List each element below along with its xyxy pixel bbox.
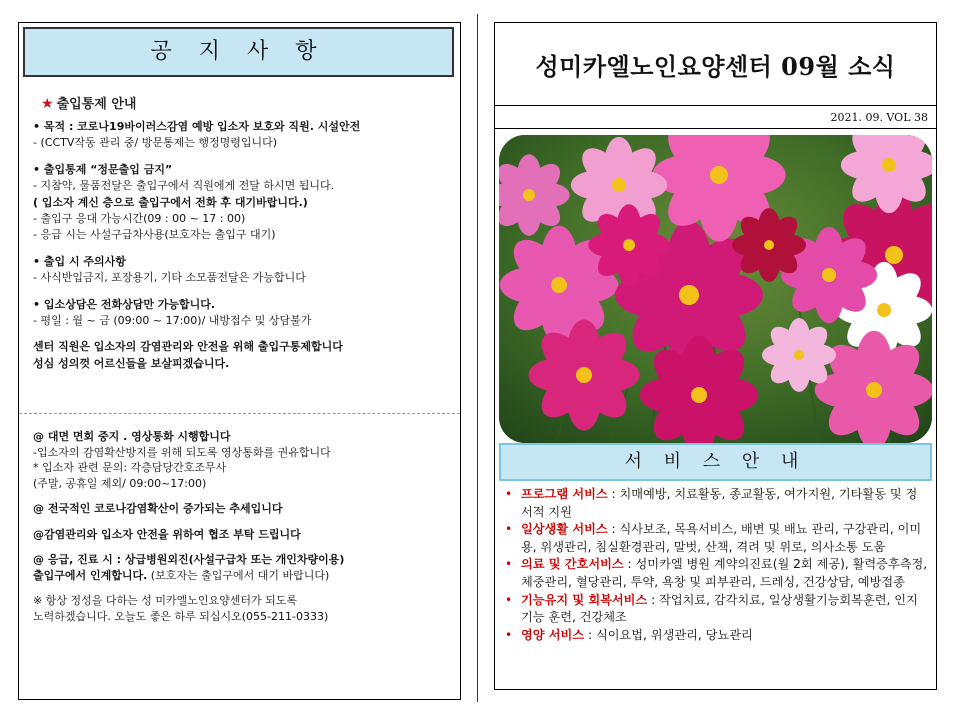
notice-bottom [33, 429, 453, 624]
service-category: 의료 및 간호서비스 [521, 557, 624, 572]
notice-bottom-note: (보호자는 출입구에서 대기 바랍니다) [147, 568, 330, 582]
service-category: 기능유지 및 회복서비스 [521, 592, 648, 607]
notice-line: - 지참약, 물품전달은 출입구에서 직원에게 전달 하시면 됩니다. [33, 179, 335, 193]
service-item [503, 592, 928, 627]
notice-bottom-line: * 입소자 관련 문의: 각층담당간호조무사 [33, 461, 227, 474]
notice-bottom-line: (주말, 공휴일 제외/ 09:00~17:00) [33, 476, 207, 490]
newsletter-panel [494, 22, 937, 690]
cosmos-flowers-photo [499, 135, 932, 443]
service-item [503, 486, 928, 521]
notice-bottom-line: -입소자의 감염확산방지를 위해 되도록 영상통화를 권유합니다 [33, 445, 331, 459]
notice-line: - 출입구 응대 가능시간(09 : 00 ~ 17 : 00) [33, 212, 246, 226]
notice-heading [41, 93, 136, 112]
notice-bottom-line: ※ 항상 정성을 다하는 성 미카엘노인요양센터가 되도록 [33, 594, 297, 607]
dashed-separator [19, 413, 460, 414]
notice-bottom-line: 노력하겠습니다. 오늘도 좋은 하루 되십시오(055-211-0333) [33, 609, 329, 623]
notice-line: • 출입 시 주의사항 [33, 254, 126, 268]
notice-line: - (CCTV작동 관리 중/ 방문통제는 행정명령입니다) [33, 136, 277, 150]
notice-line: ( 입소자 계신 층으로 출입구에서 전화 후 대기바랍니다.) [33, 195, 308, 209]
star-icon: ★ [41, 96, 54, 112]
notice-line: 센터 직원은 입소자의 감염관리와 안전을 위해 출입구통제합니다 [33, 340, 343, 354]
notice-bottom-line [33, 568, 453, 584]
notice-bottom-line: @감염관리와 입소자 안전을 위하여 협조 부탁 드립니다 [33, 527, 301, 541]
notice-line: 성심 성의껏 어르신들을 보살피겠습니다. [33, 356, 230, 370]
service-desc: : 성미카엘 병원 계약의진료(월 2회 제공), 활력증후측정, 체중관리, 혈당관리, 투약, 욕창 및 피부관리, 드레싱, 건강상담, 예방접종 [521, 557, 928, 589]
service-desc: : 식사보조, 목욕서비스, 배변 및 배뇨 관리, 구강관리, 이미용, 위생관리, 침실환경관리, 말벗, 산책, 격려 및 위로, 의사소통 도움 [521, 522, 922, 554]
notice-panel [18, 22, 461, 700]
header-rule [495, 128, 936, 129]
service-category: 일상생활 서비스 [521, 522, 608, 537]
service-item [503, 556, 928, 591]
notice-bottom-line: @ 대면 면회 중지 . 영상통화 시행합니다 [33, 430, 231, 443]
service-desc: : 식이요법, 위생관리, 당뇨관리 [584, 627, 753, 642]
service-item [503, 627, 928, 645]
notice-line: • 입소상담은 전화상담만 가능합니다. [33, 297, 216, 311]
newsletter-header [495, 23, 936, 106]
page-divider [477, 14, 478, 702]
newsletter-title: 성미카엘노인요양센터 09월 소식 [535, 52, 896, 81]
notice-line: - 응급 시는 사설구급차사용(보호자는 출입구 대기) [33, 228, 276, 242]
service-category: 프로그램 서비스 [521, 487, 608, 501]
service-category: 영양 서비스 [521, 627, 585, 642]
notice-line: - 평일 : 월 ~ 금 (09:00 ~ 17:00)/ 내방접수 및 상담불가 [33, 314, 312, 328]
notice-title: 공 지 사 항 [23, 27, 454, 77]
service-desc: : 치매예방, 치료활동, 종교활동, 여가지원, 기타활동 및 정서적 지원 [521, 487, 918, 519]
services-list [503, 486, 928, 644]
services-title: 서 비 스 안 내 [499, 443, 932, 481]
notice-line: • 목적 : 코로나19바이러스감염 예방 입소자 보호와 직원. 시설안전 [33, 120, 361, 133]
notice-body [33, 119, 453, 372]
issue-label: 2021. 09. VOL 38 [830, 111, 928, 124]
notice-line: - 사식반입금지, 포장용기, 기타 소모품전달은 가능합니다 [33, 271, 306, 285]
notice-bottom-bold: 출입구에서 인계합니다. [33, 568, 148, 582]
notice-bottom-line: @ 전국적인 코로나감염확산이 증가되는 추세입니다 [33, 502, 283, 515]
service-desc: : 작업치료, 감각치료, 일상생활기능회복훈련, 인지 기능 훈련, 건강체조 [521, 592, 918, 625]
notice-line: • 출입통제 “정문출입 금지” [33, 162, 173, 176]
service-item [503, 521, 928, 556]
notice-bottom-line: @ 응급, 진료 시 : 상급병원외진(사설구급차 또는 개인차량이용) [33, 553, 345, 566]
notice-heading-text: 출입통제 안내 [56, 97, 137, 112]
